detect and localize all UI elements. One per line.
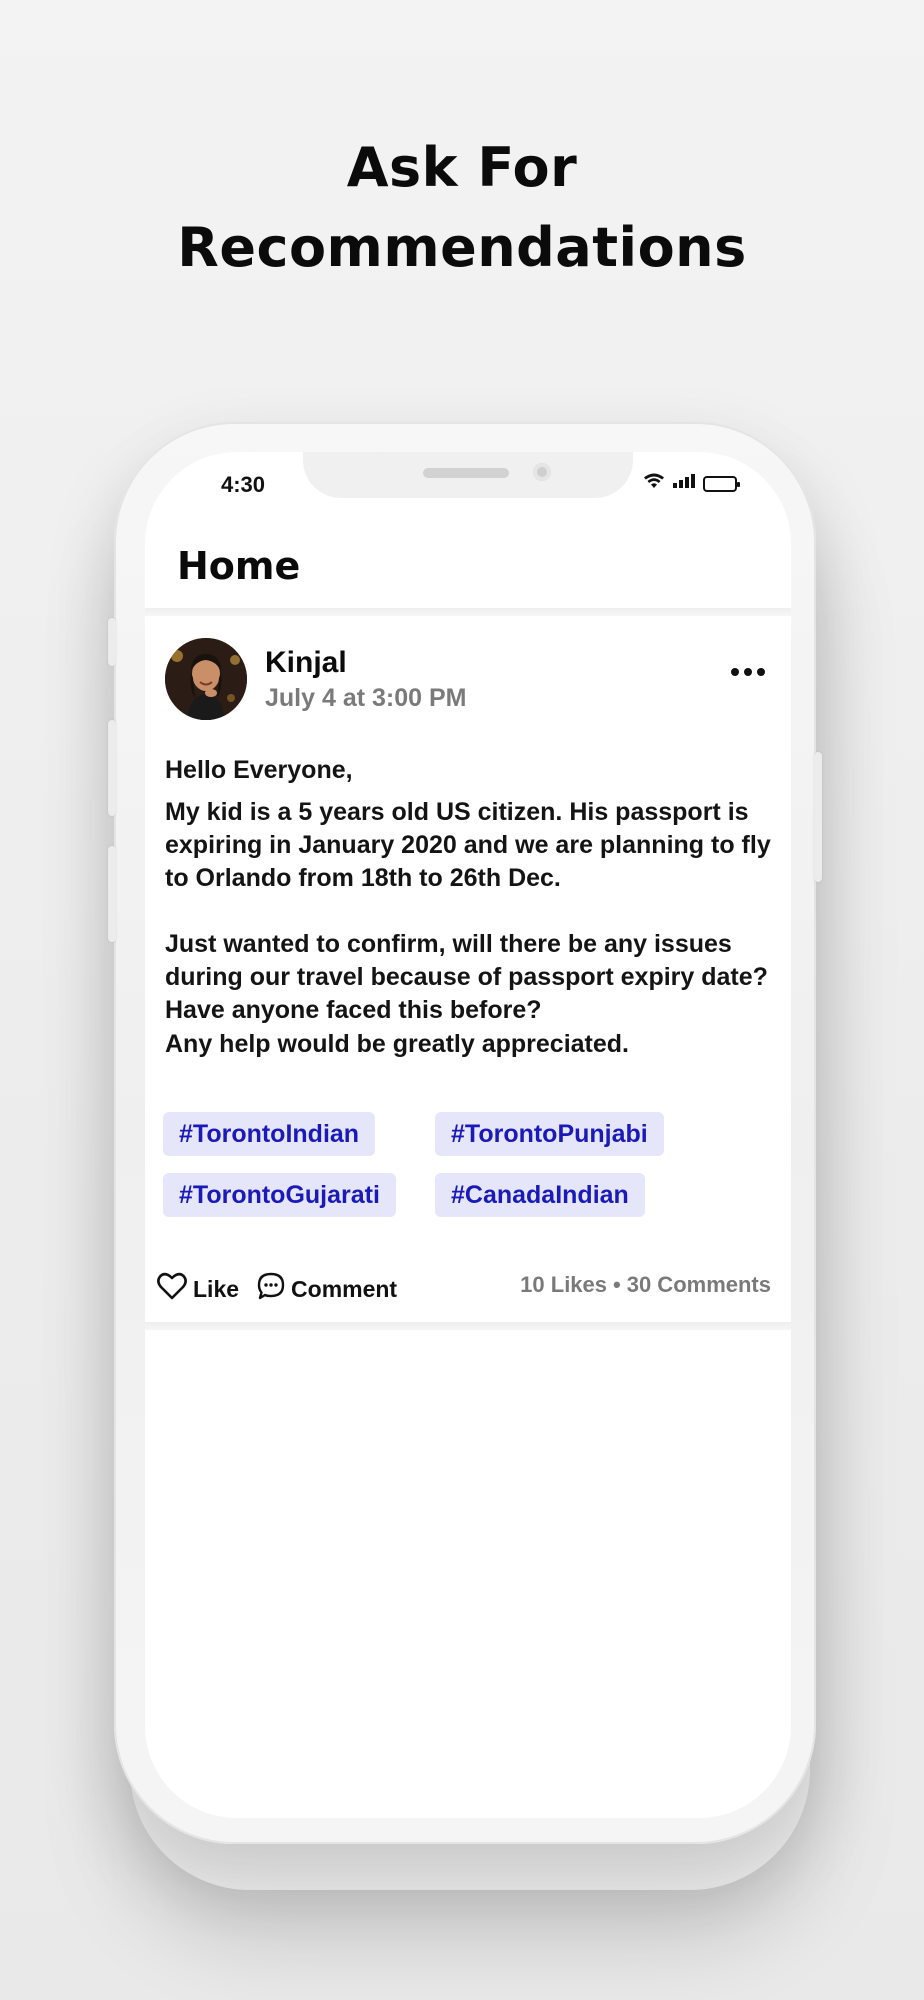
post-card: [145, 616, 791, 1322]
stats-separator: •: [613, 1272, 621, 1297]
page-headline: [0, 128, 924, 288]
post-timestamp: July 4 at 3:00 PM: [265, 684, 467, 712]
wifi-icon: [643, 473, 665, 494]
battery-icon: [703, 476, 737, 492]
volume-up-button: [108, 720, 116, 816]
avatar[interactable]: [165, 638, 247, 720]
volume-down-button: [108, 846, 116, 942]
post-paragraph-3: Any help would be greatly appreciated.: [165, 1030, 629, 1058]
mute-switch: [108, 618, 116, 666]
post-stats: [520, 1272, 771, 1298]
status-icons: [643, 473, 737, 494]
more-options-icon[interactable]: [731, 668, 765, 676]
post-author[interactable]: Kinjal: [265, 646, 347, 679]
page-title: Home: [177, 544, 301, 588]
headline-line-2: Recommendations: [177, 216, 747, 279]
heart-icon: [157, 1272, 187, 1306]
post-divider: [145, 1322, 791, 1330]
signal-icon: [673, 474, 695, 493]
hashtag-chip[interactable]: #TorontoIndian: [163, 1112, 375, 1156]
post-greeting: Hello Everyone,: [165, 756, 353, 784]
comment-icon: [257, 1272, 285, 1306]
comment-label: Comment: [291, 1275, 398, 1302]
post-paragraph-2: Just wanted to confirm, will there be any issues during our travel because of passport expiry date? Have anyone faced this before?: [165, 930, 768, 1024]
status-time: 4:30: [221, 472, 266, 497]
comments-count[interactable]: 30 Comments: [626, 1272, 771, 1297]
header-divider: [145, 608, 791, 616]
post-actions: [157, 1272, 397, 1306]
like-button[interactable]: [157, 1272, 239, 1306]
like-label: Like: [193, 1275, 240, 1302]
phone-screen: [145, 452, 791, 1818]
post-paragraph-1: My kid is a 5 years old US citizen. His passport is expiring in January 2020 and we are planning to fly to Orlando from 18th to 26th Dec.: [165, 798, 771, 892]
headline-line-1: Ask For: [346, 136, 578, 199]
front-camera: [533, 463, 551, 481]
hashtag-chip[interactable]: #CanadaIndian: [435, 1173, 645, 1217]
hashtag-chip[interactable]: #TorontoGujarati: [163, 1173, 396, 1217]
hashtag-chip[interactable]: #TorontoPunjabi: [435, 1112, 664, 1156]
speaker-grille: [423, 468, 509, 478]
power-button: [814, 752, 822, 882]
likes-count[interactable]: 10 Likes: [520, 1272, 608, 1297]
comment-button[interactable]: [257, 1272, 397, 1306]
